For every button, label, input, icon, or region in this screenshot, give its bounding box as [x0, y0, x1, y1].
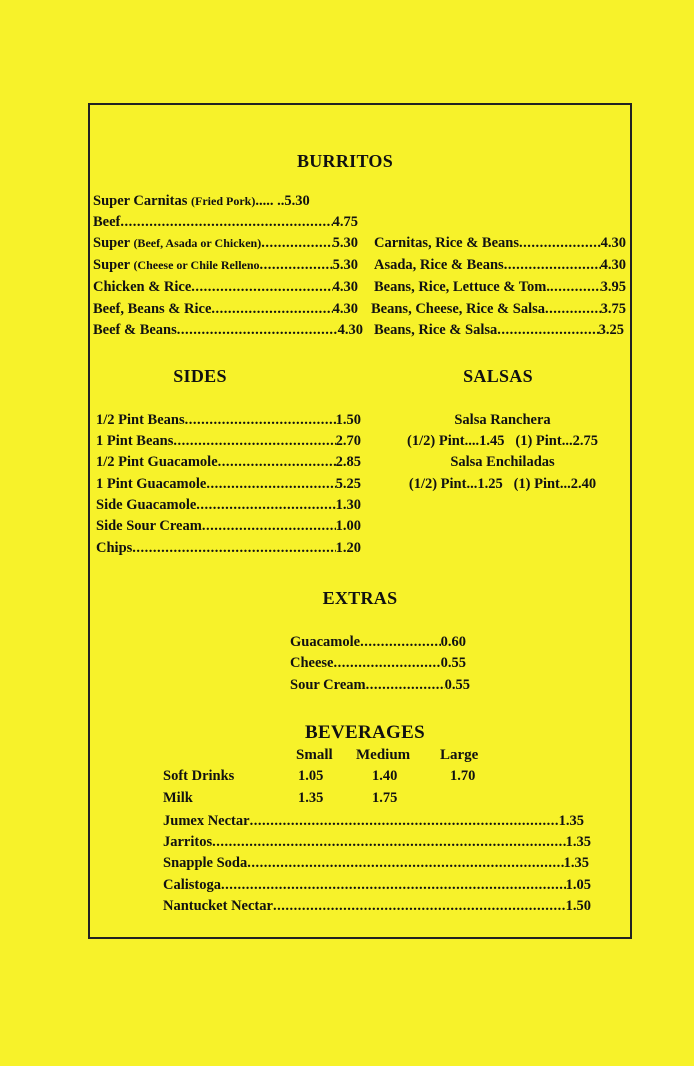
extra-item: Cheese ..... 0.55: [290, 653, 466, 674]
burrito-item: Beef, Beans & Rice ..... 4.30: [93, 299, 358, 320]
size-medium: Medium: [356, 747, 411, 763]
beverage-item: Jarritos ..... 1.35: [163, 832, 591, 853]
burrito-item: Beans, Rice, Lettuce & Tom. ..... 3.95: [374, 277, 626, 298]
burrito-item: Beef & Beans ..... 4.30: [93, 320, 363, 341]
beverage-price: 1.40: [372, 768, 398, 784]
burrito-item: Carnitas, Rice & Beans ..... 4.30: [374, 233, 626, 254]
salsa-name: Salsa Enchiladas: [450, 454, 555, 470]
beverage-item: Nantucket Nectar ..... 1.50: [163, 896, 591, 917]
side-item: 1/2 Pint Beans ..... 1.50: [96, 410, 361, 431]
size-large: Large: [440, 747, 479, 763]
side-item: 1 Pint Guacamole ..... 5.25: [96, 474, 361, 495]
burritos-heading: BURRITOS: [296, 151, 394, 171]
extra-item: Sour Cream ..... 0.55: [290, 675, 470, 696]
extra-item: Guacamole ..... 0.60: [290, 632, 466, 653]
sides-heading: SIDES: [173, 366, 227, 386]
burrito-item: Beans, Rice & Salsa ..... 3.25: [374, 320, 624, 341]
side-item: Side Guacamole ..... 1.30: [96, 495, 361, 516]
beverage-price: 1.75: [372, 790, 398, 806]
salsa-name: Salsa Ranchera: [454, 412, 551, 428]
salsa-prices: (1/2) Pint....1.45 (1) Pint...2.75: [407, 433, 598, 449]
burrito-item: Beef ..... 4.75: [93, 212, 358, 233]
beverage-name: Soft Drinks: [163, 768, 235, 784]
extras-heading: EXTRAS: [322, 588, 398, 608]
burrito-item: Asada, Rice & Beans ..... 4.30: [374, 255, 626, 276]
beverage-price: 1.05: [298, 768, 324, 784]
burrito-item: Chicken & Rice ..... 4.30: [93, 277, 358, 298]
beverage-item: Snapple Soda ..... 1.35: [163, 853, 589, 874]
beverages-heading: BEVERAGES: [305, 722, 425, 743]
salsa-prices: (1/2) Pint...1.25 (1) Pint...2.40: [408, 476, 597, 492]
side-item: 1/2 Pint Guacamole ..... 2.85: [96, 452, 361, 473]
beverage-item: Jumex Nectar ..... 1.35: [163, 811, 584, 832]
burrito-item: Super (Cheese or Chile Relleno ..... 5.30: [93, 255, 358, 276]
burrito-item: Super Carnitas (Fried Pork) ..... ..5.30: [93, 193, 310, 209]
burrito-item: Super (Beef, Asada or Chicken) ..... 5.30: [93, 233, 358, 254]
burrito-item: Beans, Cheese, Rice & Salsa ..... 3.75: [371, 299, 626, 320]
side-item: 1 Pint Beans ..... 2.70: [96, 431, 361, 452]
size-small: Small: [296, 747, 333, 763]
beverage-name: Milk: [163, 790, 193, 806]
side-item: Chips ..... 1.20: [96, 538, 361, 559]
beverage-price: 1.35: [298, 790, 324, 806]
salsas-heading: SALSAS: [463, 366, 533, 386]
beverage-price: 1.70: [450, 768, 476, 784]
beverage-item: Calistoga ..... 1.05: [163, 875, 591, 896]
side-item: Side Sour Cream ..... 1.00: [96, 516, 361, 537]
